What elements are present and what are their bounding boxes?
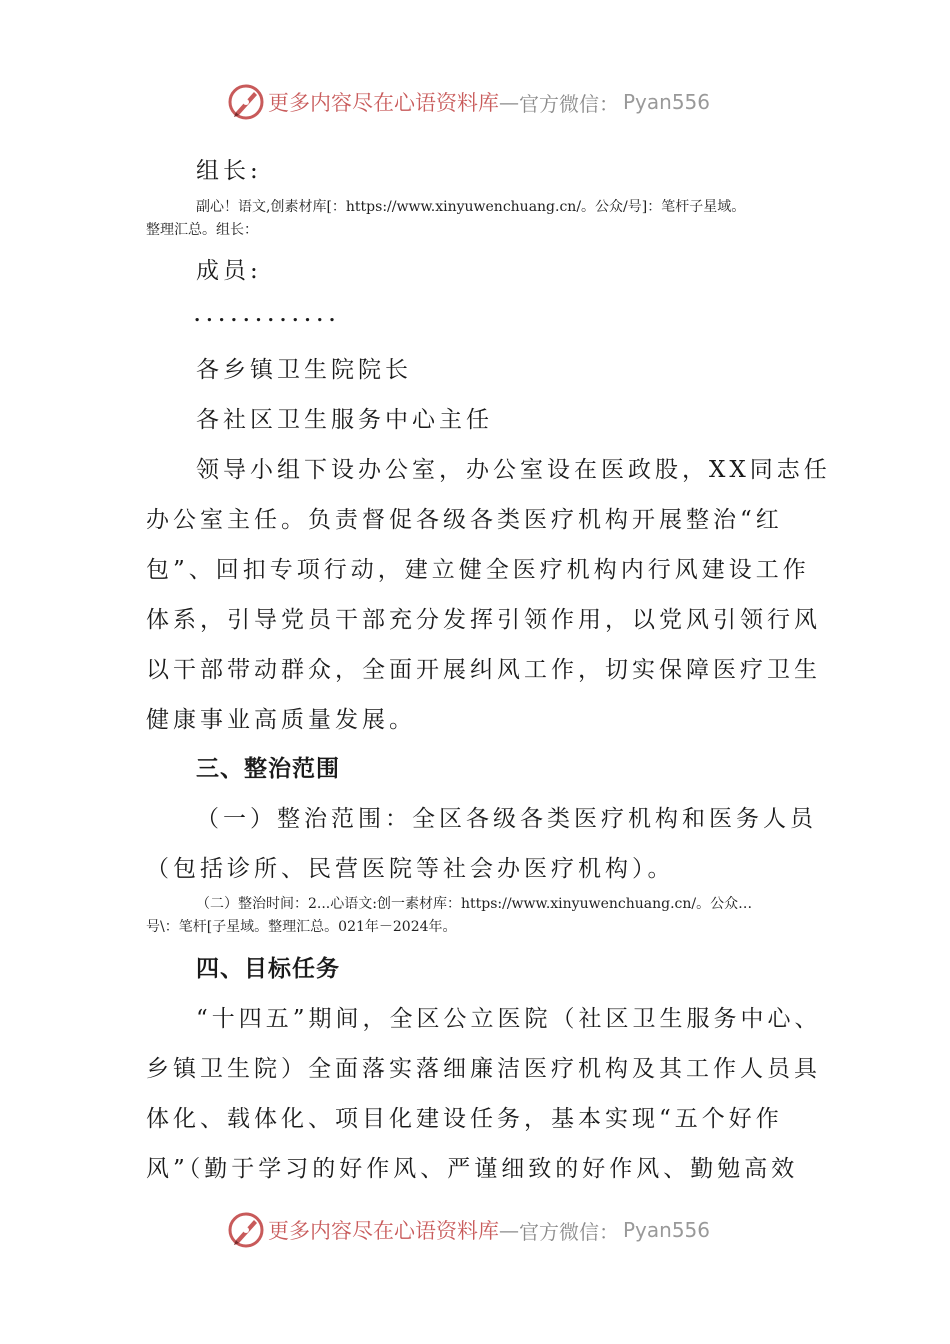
watermark-note-2-line2: 号\：笔杆[子星域。整理汇总。021年－2024年。 [146, 919, 457, 935]
paragraph-1-line-4: 体系，引导党员干部充分发挥引领作用，以党风引领行风 [146, 607, 821, 633]
banner-site-name: 更多内容尽在心语资料库 [268, 1219, 499, 1243]
paragraph-1-line-5: 以干部带动群众，全面开展纠风工作，切实保障医疗卫生 [146, 657, 821, 683]
scope-line-1: （一）整治范围：全区各级各类医疗机构和医务人员 [196, 806, 817, 832]
watermark-note-2-line1: （二）整治时间：2...心语文:创一素材库：https://www.xinyuwenchuang.cn/。公众… [196, 896, 753, 912]
section-4-title: 四、目标任务 [196, 956, 340, 982]
section-3-title: 三、整治范围 [196, 756, 340, 782]
banner-wechat-id: Pyan556 [623, 1218, 711, 1242]
paragraph-2-line-3: 体化、载体化、项目化建设任务，基本实现“五个好作 [146, 1106, 783, 1132]
banner-dash: — [499, 90, 519, 114]
paragraph-1-line-3: 包”、回扣专项行动，建立健全医疗机构内行风建设工作 [146, 557, 810, 583]
paragraph-2-line-2: 乡镇卫生院）全面落实落细廉洁医疗机构及其工作人员具 [146, 1056, 821, 1082]
members-label: 成员: [196, 258, 262, 284]
ellipsis-dots: ............ [194, 305, 342, 326]
leader-label: 组长: [196, 158, 262, 184]
watermark-note-1-line2: 整理汇总。组长： [146, 222, 258, 238]
scope-line-2: （包括诊所、民营医院等社会办医疗机构）。 [146, 856, 675, 882]
member-community-center-directors: 各社区卫生服务中心主任 [196, 407, 493, 433]
paragraph-1-line-2: 办公室主任。负责督促各级各类医疗机构开展整治“红 [146, 507, 783, 533]
paragraph-1-line-1: 领导小组下设办公室，办公室设在医政股，XX同志任 [196, 457, 831, 483]
banner-dash: — [499, 1218, 519, 1242]
banner-wechat-label: 官方微信： [519, 1219, 619, 1244]
paragraph-1-line-6: 健康事业高质量发展。 [146, 707, 416, 733]
banner-wechat-id: Pyan556 [623, 90, 711, 114]
paragraph-2-line-1: “十四五”期间，全区公立医院（社区卫生服务中心、 [196, 1006, 822, 1032]
header-banner [226, 80, 710, 124]
quill-pen-logo-icon [226, 82, 266, 122]
quill-pen-logo-icon [226, 1210, 266, 1250]
paragraph-2-line-4: 风”（勤于学习的好作风、严谨细致的好作风、勤勉高效 [146, 1156, 799, 1182]
footer-banner [226, 1208, 710, 1252]
member-township-hospital-heads: 各乡镇卫生院院长 [196, 357, 412, 383]
watermark-note-1-line1: 副心！语文,创素材库[：https://www.xinyuwenchuang.cn/。公众/号]：笔杆子星域。 [196, 199, 746, 215]
banner-wechat-label: 官方微信： [519, 91, 619, 116]
banner-site-name: 更多内容尽在心语资料库 [268, 91, 499, 115]
